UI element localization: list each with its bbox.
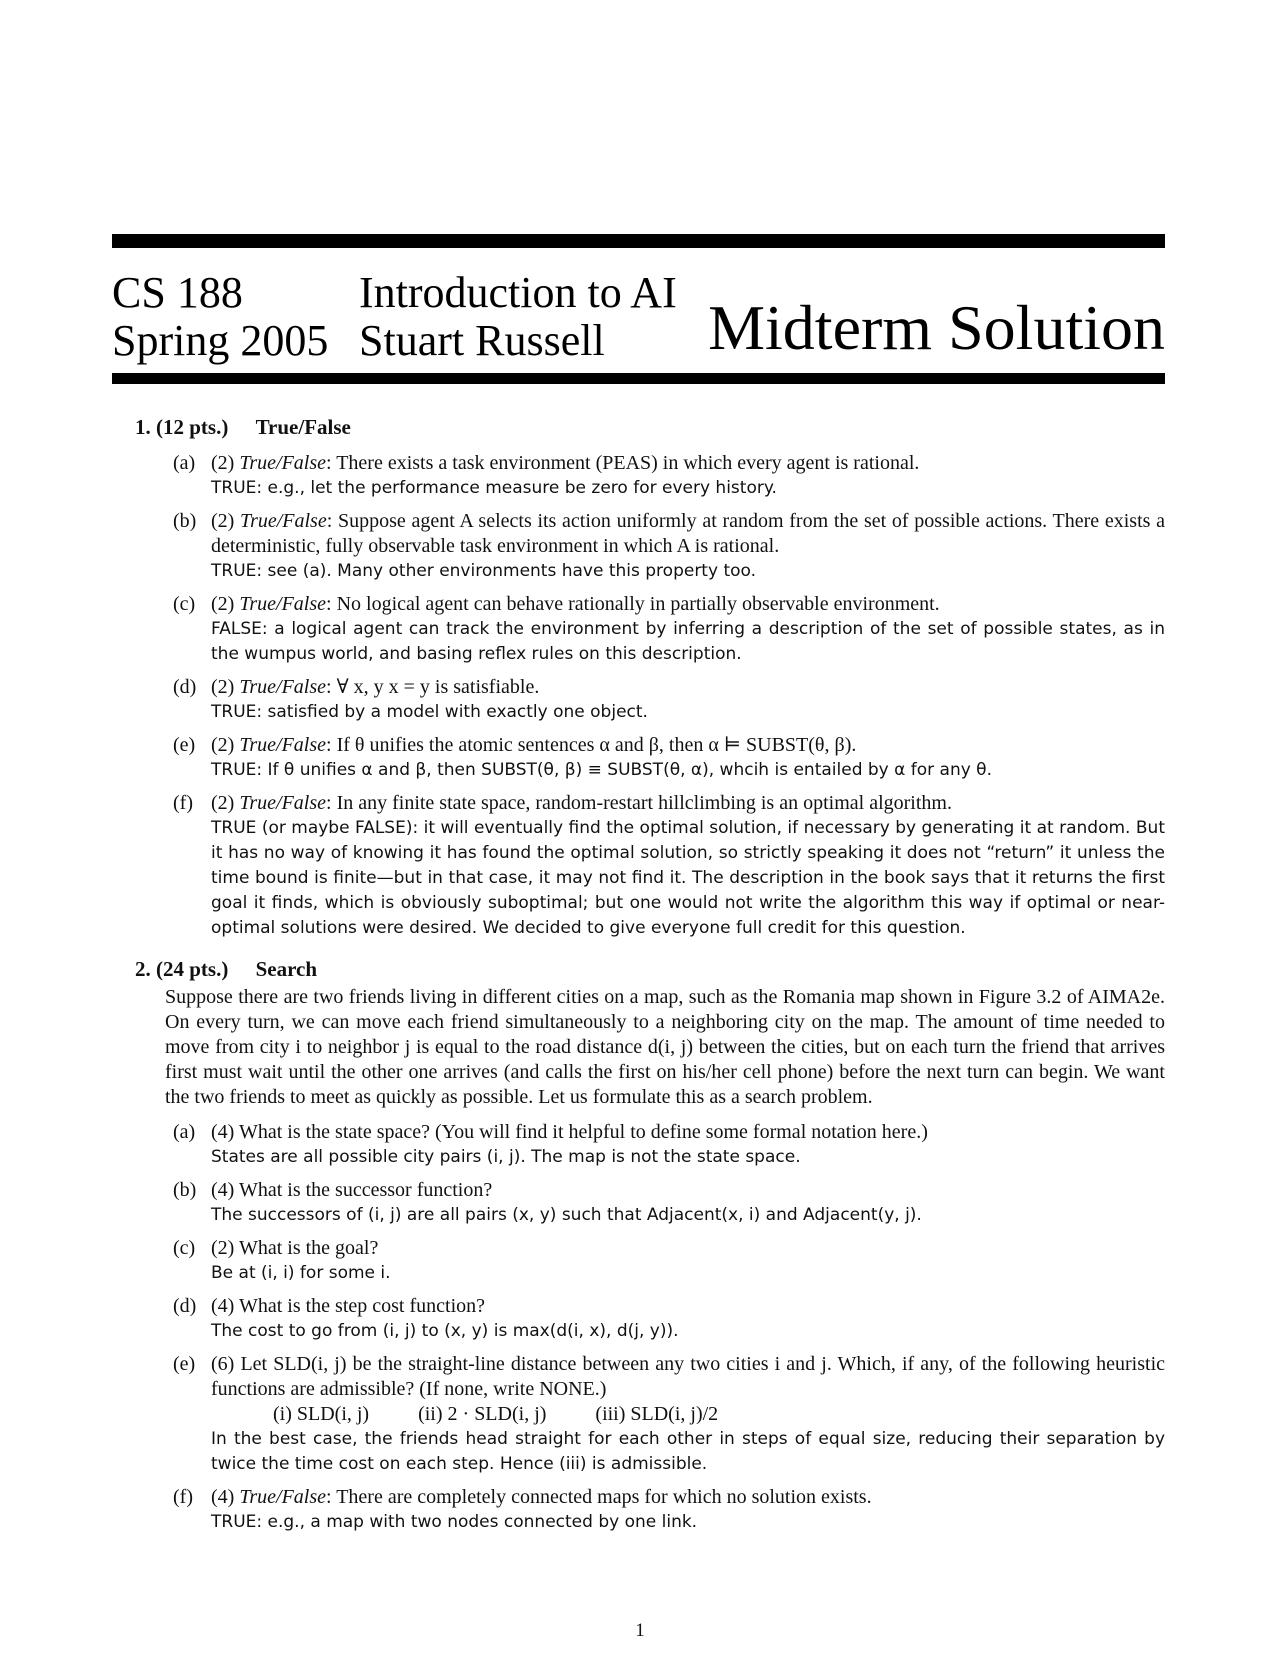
true-false-tag: True/False bbox=[239, 452, 326, 474]
part-prompt: What is the goal? bbox=[238, 1237, 379, 1259]
part-points: (6) bbox=[211, 1353, 235, 1375]
part-answer: TRUE: e.g., let the performance measure be zero for every history. bbox=[211, 478, 777, 498]
question-number: 1. bbox=[135, 415, 151, 439]
question-parts bbox=[135, 1120, 1165, 1535]
question-heading bbox=[135, 955, 1165, 983]
true-false-tag: True/False bbox=[239, 676, 326, 698]
question-part bbox=[135, 1120, 1165, 1170]
part-prompt: ∀ x, y x = y is satisfiable. bbox=[336, 676, 540, 698]
part-points: (2) bbox=[211, 452, 235, 474]
part-label: (a) bbox=[173, 452, 196, 474]
part-label: (d) bbox=[173, 676, 197, 698]
part-label: (b) bbox=[173, 510, 197, 532]
question-part: (a) (2) True/False: There exists a task environment (PEAS) in which every agent is rational. TRUE: e.g., let the performance measure be zero for every history. bbox=[135, 451, 1165, 501]
course-term: Spring 2005 bbox=[112, 316, 329, 365]
page-number: 1 bbox=[635, 1620, 645, 1641]
part-label: (b) bbox=[173, 1179, 197, 1201]
course-subject: Introduction to AI bbox=[359, 268, 677, 317]
part-points: (2) bbox=[211, 510, 235, 532]
true-false-tag: True/False bbox=[239, 1486, 326, 1508]
part-points: (4) bbox=[211, 1121, 235, 1143]
part-prompt: What is the step cost function? bbox=[238, 1295, 486, 1317]
part-points: (2) bbox=[211, 593, 235, 615]
question-intro: Suppose there are two friends living in different cities on a map, such as the Romania map shown in Figure 3.2 of AIMA2e. On every turn, we can move each friend simultaneously to a neighboring city on the map. The amount of time needed to move from city i to neighbor j is equal to the road distance d(i, j) between the cities, but on each turn the friend that arrives first must wait until the other one arrives (and calls the first on his/her cell phone) before the next turn can begin. We want the two friends to meet as quickly as possible. Let us formulate this as a search problem. bbox=[165, 986, 1165, 1108]
part-label: (f) bbox=[173, 792, 193, 814]
part-points: (4) bbox=[211, 1486, 235, 1508]
choice-item: (iii) SLD(i, j)/2 bbox=[595, 1403, 719, 1425]
true-false-tag: True/False bbox=[239, 734, 326, 756]
part-prompt: No logical agent can behave rationally in partially observable environment. bbox=[336, 593, 940, 615]
heuristic-choices bbox=[211, 1402, 1165, 1427]
part-prompt: Suppose agent A selects its action uniformly at random from the set of possible actions. There exists a deterministic, fully observable task environment in which A is rational. bbox=[211, 510, 1165, 557]
part-label: (c) bbox=[173, 593, 196, 615]
part-prompt: In any finite state space, random-restart hillclimbing is an optimal algorithm. bbox=[336, 792, 952, 814]
question-part: (d) (2) True/False: ∀ x, y x = y is satisfiable. TRUE: satisfied by a model with exactly one object. bbox=[135, 675, 1165, 725]
choice-item: (i) SLD(i, j) bbox=[273, 1403, 370, 1425]
part-points: (4) bbox=[211, 1179, 235, 1201]
part-label: (e) bbox=[173, 734, 196, 756]
part-answer: Be at (i, i) for some i. bbox=[211, 1263, 391, 1283]
question-parts bbox=[135, 451, 1165, 941]
question-points: (24 pts.) bbox=[156, 957, 229, 981]
question-part: (f) (4) True/False: There are completely connected maps for which no solution exists. TRUE: e.g., a map with two nodes connected by one link. bbox=[135, 1485, 1165, 1535]
part-answer: TRUE: see (a). Many other environments have this property too. bbox=[211, 561, 757, 581]
part-label: (c) bbox=[173, 1237, 196, 1259]
question-part: (b) (2) True/False: Suppose agent A selects its action uniformly at random from the set of possible actions. There exists a deterministic, fully observable task environment in which A is rational. TRUE: see (a). Many other environments have this property too. bbox=[135, 509, 1165, 584]
question-part: (c) (2) True/False: No logical agent can behave rationally in partially observable environment. FALSE: a logical agent can track the environment by inferring a description of the set of possible states, as in the wumpus world, and basing reflex rules on this description. bbox=[135, 592, 1165, 667]
part-answer: The successors of (i, j) are all pairs (x, y) such that Adjacent(x, i) and Adjacent(y, j). bbox=[211, 1205, 922, 1225]
question-part bbox=[135, 1236, 1165, 1286]
question-points: (12 pts.) bbox=[156, 415, 229, 439]
question-number: 2. bbox=[135, 957, 151, 981]
question-part: (e) (2) True/False: If θ unifies the atomic sentences α and β, then α ⊨ SUBST(θ, β). TRUE: If θ unifies α and β, then SUBST(θ, β) ≡ SUBST(θ, α), whcih is entailed by α for any θ. bbox=[135, 733, 1165, 783]
true-false-tag: True/False bbox=[239, 593, 326, 615]
part-label: (a) bbox=[173, 1121, 196, 1143]
part-points: (2) bbox=[211, 1237, 235, 1259]
question-1 bbox=[135, 413, 1165, 941]
part-answer: TRUE: satisfied by a model with exactly one object. bbox=[211, 702, 648, 722]
part-prompt: There exists a task environment (PEAS) in which every agent is rational. bbox=[336, 452, 920, 474]
document-title: Midterm Solution bbox=[708, 292, 1165, 363]
part-answer: In the best case, the friends head straight for each other in steps of equal size, reducing their separation by twice the time cost on each step. Hence (iii) is admissible. bbox=[211, 1429, 1165, 1474]
course-code: CS 188 bbox=[112, 268, 243, 317]
part-answer: The cost to go from (i, j) to (x, y) is max(d(i, x), d(j, y)). bbox=[211, 1321, 679, 1341]
true-false-tag: True/False bbox=[239, 792, 326, 814]
question-part bbox=[135, 1294, 1165, 1344]
header-rule-bottom bbox=[112, 373, 1165, 384]
question-topic: True/False bbox=[255, 415, 351, 439]
part-answer: TRUE: If θ unifies α and β, then SUBST(θ, β) ≡ SUBST(θ, α), whcih is entailed by α for any θ. bbox=[211, 760, 992, 780]
part-prompt: If θ unifies the atomic sentences α and β, then α ⊨ SUBST(θ, β). bbox=[336, 734, 857, 756]
part-prompt: There are completely connected maps for which no solution exists. bbox=[336, 1486, 872, 1508]
question-part: (f) (2) True/False: In any finite state space, random-restart hillclimbing is an optimal algorithm. TRUE (or maybe FALSE): it will eventually find the optimal solution, if necessary by generating it at random. But it has no way of knowing it has found the optimal solution, so strictly speaking it does not “return” it unless the time bound is finite—but in that case, it may not find it. The description in the book says that it returns the first goal it finds, which is obviously suboptimal; but one would not write the algorithm this way if optimal or near-optimal solutions were desired. We decided to give everyone full credit for this question. bbox=[135, 791, 1165, 941]
header-rule-top bbox=[112, 234, 1165, 248]
part-points: (2) bbox=[211, 676, 235, 698]
part-prompt: What is the state space? (You will find it helpful to define some formal notation here.) bbox=[238, 1121, 928, 1143]
question-part bbox=[135, 1178, 1165, 1228]
true-false-tag: True/False bbox=[240, 510, 327, 532]
question-part bbox=[135, 1352, 1165, 1477]
part-points: (4) bbox=[211, 1295, 235, 1317]
choice-item: (ii) 2 · SLD(i, j) bbox=[418, 1403, 547, 1425]
part-answer: FALSE: a logical agent can track the environment by inferring a description of the set of possible states, as in the wumpus world, and basing reflex rules on this description. bbox=[211, 619, 1165, 664]
part-prompt: What is the successor function? bbox=[238, 1179, 493, 1201]
part-label: (e) bbox=[173, 1353, 196, 1375]
instructor-name: Stuart Russell bbox=[359, 316, 605, 365]
part-points: (2) bbox=[211, 734, 235, 756]
question-heading bbox=[135, 413, 1165, 441]
part-answer: TRUE: e.g., a map with two nodes connected by one link. bbox=[211, 1512, 698, 1532]
part-label: (f) bbox=[173, 1486, 193, 1508]
question-topic: Search bbox=[255, 957, 318, 981]
exam-content bbox=[135, 413, 1165, 1543]
part-points: (2) bbox=[211, 792, 235, 814]
part-answer: States are all possible city pairs (i, j). The map is not the state space. bbox=[211, 1147, 801, 1167]
question-2 bbox=[135, 955, 1165, 1535]
part-answer: TRUE (or maybe FALSE): it will eventually find the optimal solution, if necessary by generating it at random. But it has no way of knowing it has found the optimal solution, so strictly speaking it does not “return” it unless the time bound is finite—but in that case, it may not find it. The description in the book says that it returns the first goal it finds, which is obviously suboptimal; but one would not write the algorithm this way if optimal or near-optimal solutions were desired. We decided to give everyone full credit for this question. bbox=[211, 818, 1165, 938]
part-prompt: Let SLD(i, j) be the straight-line distance between any two cities i and j. Which, if any, of the following heuristic functions are admissible? (If none, write NONE.) bbox=[211, 1353, 1166, 1400]
part-label: (d) bbox=[173, 1295, 197, 1317]
